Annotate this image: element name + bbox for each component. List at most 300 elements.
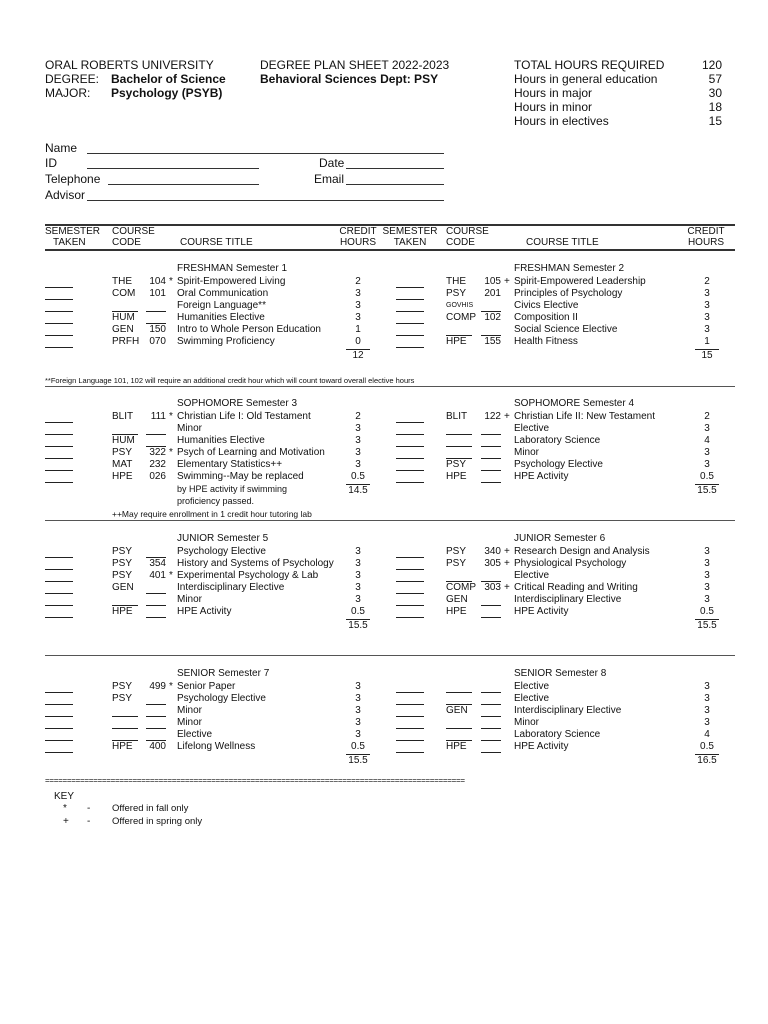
semester-taken-blank[interactable] — [396, 278, 424, 288]
semester-taken-blank[interactable] — [396, 608, 424, 618]
course-title: Interdisciplinary Elective — [514, 705, 622, 716]
course-number-blank[interactable] — [481, 437, 501, 447]
semester-taken-blank[interactable] — [45, 572, 73, 582]
credit-hours: 2 — [704, 276, 710, 287]
course-title: Elective — [514, 423, 550, 434]
offering-mark: + — [504, 546, 510, 557]
credit-hours: 2 — [704, 411, 710, 422]
credit-hours: 3 — [355, 594, 361, 605]
credit-hours: 2 — [355, 411, 361, 422]
credit-hours: 3 — [355, 582, 361, 593]
semester-taken-blank[interactable] — [45, 548, 73, 558]
course-title: HPE Activity — [514, 471, 569, 482]
key-title: KEY — [54, 791, 75, 802]
semester-taken-blank[interactable] — [45, 425, 73, 435]
semester-taken-blank[interactable] — [396, 437, 424, 447]
course-dept: HPE — [446, 471, 467, 482]
course-title: Minor — [177, 717, 203, 728]
offering-mark: * — [169, 411, 173, 422]
semester-taken-blank[interactable] — [396, 473, 424, 483]
course-dept: PRFH — [112, 336, 140, 347]
course-title: Intro to Whole Person Education — [177, 324, 321, 335]
semester-taken-blank[interactable] — [45, 473, 73, 483]
credit-hours: 1 — [355, 324, 361, 335]
semester-taken-blank[interactable] — [45, 683, 73, 693]
course-dept: PSY — [446, 558, 467, 569]
credit-hours: 3 — [355, 459, 361, 470]
semester-taken-blank[interactable] — [45, 302, 73, 312]
credit-hours: 3 — [704, 558, 710, 569]
course-dept: GEN — [446, 705, 468, 716]
separator-line: ================================================================================================ — [45, 776, 465, 785]
semester-title: SOPHOMORE Semester 4 — [514, 398, 635, 409]
course-number-blank[interactable] — [146, 596, 166, 606]
course-title: Civics Elective — [514, 300, 579, 311]
credit-hours: 3 — [704, 582, 710, 593]
key-dash: - — [87, 816, 91, 827]
course-title: Swimming--May be replaced — [177, 471, 304, 482]
col-title-right: COURSE TITLE — [526, 237, 599, 248]
course-dept: HUM — [112, 312, 135, 323]
semester-total-hours: 15.5 — [695, 619, 719, 631]
course-dept-blank[interactable] — [446, 695, 472, 705]
semester-taken-blank[interactable] — [396, 695, 424, 705]
course-title: Elective — [177, 729, 213, 740]
semester-title: JUNIOR Semester 6 — [514, 533, 606, 544]
semester-taken-blank[interactable] — [45, 338, 73, 348]
course-dept-blank[interactable] — [446, 683, 472, 693]
col-credit-right: CREDIT HOURS — [687, 226, 725, 248]
divider-3 — [45, 655, 735, 656]
credit-hours: 3 — [704, 693, 710, 704]
course-number: 305 — [484, 558, 501, 569]
course-number-blank[interactable] — [481, 425, 501, 435]
course-number-blank[interactable] — [481, 326, 501, 336]
divider-2 — [45, 520, 735, 521]
credit-hours: 3 — [704, 546, 710, 557]
course-number-blank[interactable] — [146, 719, 166, 729]
offering-mark: * — [169, 681, 173, 692]
course-title: Composition II — [514, 312, 578, 323]
major-value: Psychology (PSYB) — [111, 86, 223, 100]
course-title: Oral Communication — [177, 288, 269, 299]
semester-taken-blank[interactable] — [396, 584, 424, 594]
name-field[interactable] — [87, 153, 444, 154]
course-number-blank[interactable] — [481, 572, 501, 582]
email-label: Email — [314, 172, 345, 186]
course-dept: PSY — [112, 681, 133, 692]
course-title: Minor — [177, 705, 203, 716]
course-number-blank[interactable] — [146, 302, 166, 312]
course-dept-blank[interactable] — [112, 596, 138, 606]
course-number-blank[interactable] — [481, 743, 501, 753]
course-dept-blank[interactable] — [446, 572, 472, 582]
semester-title: FRESHMAN Semester 2 — [514, 263, 625, 274]
credit-hours: 3 — [355, 546, 361, 557]
course-title: Principles of Psychology — [514, 288, 623, 299]
course-title: Research Design and Analysis — [514, 546, 650, 557]
course-title: Social Science Elective — [514, 324, 618, 335]
foreign-language-note: **Foreign Language 101, 102 will require an additional credit hour which will count toward overall elective hours — [45, 376, 415, 385]
advisor-field[interactable] — [87, 200, 444, 201]
course-title: Laboratory Science — [514, 729, 601, 740]
id-label: ID — [45, 156, 57, 170]
course-number-blank[interactable] — [481, 719, 501, 729]
divider-1 — [45, 386, 735, 387]
department: Behavioral Sciences Dept: PSY — [260, 72, 439, 86]
course-title: Psychology Elective — [514, 459, 603, 470]
course-dept-blank[interactable] — [112, 425, 138, 435]
course-title: Elective — [514, 681, 550, 692]
credit-hours: 3 — [355, 681, 361, 692]
semester-taken-blank[interactable] — [396, 326, 424, 336]
credit-hours: 3 — [704, 717, 710, 728]
semester-taken-blank[interactable] — [45, 560, 73, 570]
course-dept-blank[interactable] — [112, 302, 138, 312]
semester-taken-blank[interactable] — [45, 326, 73, 336]
course-dept: PSY — [112, 558, 133, 569]
course-title: Elective — [514, 693, 550, 704]
semester-title: SENIOR Semester 8 — [514, 668, 607, 679]
semester-total-hours: 15.5 — [695, 484, 719, 496]
course-dept-blank[interactable] — [446, 719, 472, 729]
credit-hours: 2 — [355, 276, 361, 287]
col-course-left: COURSE CODE — [112, 226, 155, 248]
credit-hours: 0.5 — [700, 471, 714, 482]
course-number-blank[interactable] — [146, 608, 166, 618]
credit-hours: 3 — [355, 558, 361, 569]
course-title: HPE Activity — [514, 741, 569, 752]
credit-hours: 0.5 — [700, 741, 714, 752]
course-number: 101 — [149, 288, 166, 299]
credit-hours: 3 — [704, 447, 710, 458]
course-number: 354 — [149, 558, 166, 569]
credit-hours: 3 — [355, 705, 361, 716]
course-number-blank[interactable] — [146, 548, 166, 558]
course-title: Health Fitness — [514, 336, 578, 347]
offering-mark: + — [504, 582, 510, 593]
course-number-blank[interactable] — [481, 449, 501, 459]
col-title-left: COURSE TITLE — [180, 237, 253, 248]
course-dept: MAT — [112, 459, 133, 470]
sheet-title: DEGREE PLAN SHEET 2022-2023 — [260, 58, 450, 72]
course-number: 322 — [149, 447, 166, 458]
course-title: Swimming Proficiency — [177, 336, 275, 347]
course-number: 105 — [484, 276, 501, 287]
course-title: Minor — [514, 717, 540, 728]
course-number: 340 — [484, 546, 501, 557]
course-dept: THE — [446, 276, 466, 287]
course-title: Foreign Language** — [177, 300, 266, 311]
credit-hours: 3 — [704, 312, 710, 323]
credit-hours: 3 — [704, 570, 710, 581]
course-number-blank[interactable] — [481, 707, 501, 717]
hours-value: 57 — [708, 72, 722, 86]
course-dept-blank[interactable] — [112, 707, 138, 717]
semester-taken-blank[interactable] — [396, 449, 424, 459]
key-description: Offered in spring only — [112, 816, 203, 827]
credit-hours: 1 — [704, 336, 710, 347]
course-title: Psych of Learning and Motivation — [177, 447, 325, 458]
course-number-blank[interactable] — [481, 302, 501, 312]
telephone-field[interactable] — [108, 184, 259, 185]
semester-taken-blank[interactable] — [45, 461, 73, 471]
course-title: Minor — [177, 594, 203, 605]
semester-taken-blank[interactable] — [45, 608, 73, 618]
semester-taken-blank[interactable] — [396, 461, 424, 471]
course-title: Minor — [177, 423, 203, 434]
course-dept-blank[interactable] — [446, 326, 472, 336]
major-label: MAJOR: — [45, 86, 91, 100]
credit-hours: 0.5 — [351, 471, 365, 482]
course-dept: HPE — [446, 336, 467, 347]
date-label: Date — [319, 156, 345, 170]
course-number-blank[interactable] — [481, 461, 501, 471]
key-dash: - — [87, 803, 91, 814]
credit-hours: 3 — [704, 288, 710, 299]
course-dept: PSY — [446, 459, 467, 470]
credit-hours: 4 — [704, 435, 710, 446]
course-title: Humanities Elective — [177, 312, 265, 323]
hours-label: Hours in major — [514, 86, 593, 100]
course-title: Lifelong Wellness — [177, 741, 256, 752]
course-number: 400 — [149, 741, 166, 752]
course-title: Elective — [514, 570, 550, 581]
semester-taken-blank[interactable] — [45, 437, 73, 447]
credit-hours: 3 — [355, 570, 361, 581]
course-dept: THE — [112, 276, 132, 287]
semester-taken-blank[interactable] — [45, 719, 73, 729]
semester-taken-blank[interactable] — [45, 449, 73, 459]
semester-taken-blank[interactable] — [396, 413, 424, 423]
course-number: 070 — [149, 336, 166, 347]
offering-mark: + — [504, 276, 510, 287]
course-number: 232 — [149, 459, 166, 470]
col-semester-right: SEMESTER TAKEN — [382, 226, 438, 248]
semester-taken-blank[interactable] — [45, 584, 73, 594]
course-dept-blank[interactable] — [446, 437, 472, 447]
semester-taken-blank[interactable] — [45, 413, 73, 423]
course-number: 122 — [484, 411, 501, 422]
semester-title: JUNIOR Semester 5 — [177, 533, 269, 544]
semester-taken-blank[interactable] — [45, 731, 73, 741]
key-symbol: + — [63, 816, 69, 827]
hours-value: 120 — [701, 58, 722, 72]
semester-total-hours: 15 — [695, 349, 719, 361]
course-number: 303 — [484, 582, 501, 593]
course-number: 104 — [149, 276, 166, 287]
key-symbol: * — [63, 803, 67, 814]
course-number: 201 — [484, 288, 501, 299]
course-dept: HUM — [112, 435, 135, 446]
hours-value: 18 — [708, 100, 722, 114]
course-number-blank[interactable] — [481, 683, 501, 693]
degree-value: Bachelor of Science — [111, 72, 226, 86]
hours-value: 30 — [708, 86, 722, 100]
credit-hours: 3 — [704, 681, 710, 692]
course-title: Spirit-Empowered Leadership — [514, 276, 646, 287]
course-number-blank[interactable] — [481, 473, 501, 483]
course-dept-blank[interactable] — [446, 425, 472, 435]
email-field[interactable] — [346, 184, 444, 185]
offering-mark: + — [504, 558, 510, 569]
credit-hours: 3 — [355, 447, 361, 458]
semester-taken-blank[interactable] — [45, 743, 73, 753]
credit-hours: 3 — [355, 435, 361, 446]
credit-hours: 0.5 — [351, 741, 365, 752]
credit-hours: 3 — [704, 324, 710, 335]
course-dept: HPE — [446, 606, 467, 617]
semester-taken-blank[interactable] — [396, 548, 424, 558]
credit-hours: 4 — [704, 729, 710, 740]
semester-taken-blank[interactable] — [396, 290, 424, 300]
course-dept: GEN — [446, 594, 468, 605]
course-dept-blank[interactable] — [446, 449, 472, 459]
semester-taken-blank[interactable] — [396, 302, 424, 312]
course-number: 150 — [149, 324, 166, 335]
credit-hours: 3 — [704, 300, 710, 311]
course-number: 111 — [150, 411, 166, 422]
course-number-blank[interactable] — [481, 596, 501, 606]
course-dept: PSY — [446, 546, 467, 557]
course-dept-blank[interactable] — [112, 719, 138, 729]
offering-mark: + — [504, 411, 510, 422]
credit-hours: 3 — [355, 300, 361, 311]
semester-taken-blank[interactable] — [45, 314, 73, 324]
semester-taken-blank[interactable] — [396, 707, 424, 717]
course-number: 499 — [149, 681, 166, 692]
semester-taken-blank[interactable] — [45, 290, 73, 300]
course-number-blank[interactable] — [481, 731, 501, 741]
course-dept: GOVHIS — [446, 302, 474, 309]
course-dept: GEN — [112, 324, 134, 335]
course-dept-blank[interactable] — [112, 731, 138, 741]
course-title: Minor — [514, 447, 540, 458]
swim-note-line1: by HPE activity if swimming — [177, 484, 288, 494]
credit-hours: 3 — [355, 288, 361, 299]
credit-hours: 0.5 — [700, 606, 714, 617]
hours-value: 15 — [708, 114, 722, 128]
hours-label: Hours in electives — [514, 114, 609, 128]
name-label: Name — [45, 141, 78, 155]
course-dept: BLIT — [112, 411, 134, 422]
offering-mark: * — [169, 570, 173, 581]
credit-hours: 3 — [704, 459, 710, 470]
course-dept: HPE — [112, 741, 133, 752]
semester-total-hours: 12 — [346, 349, 370, 361]
semester-taken-blank[interactable] — [45, 707, 73, 717]
course-number-blank[interactable] — [481, 608, 501, 618]
hours-label: Hours in minor — [514, 100, 593, 114]
semester-taken-blank[interactable] — [45, 596, 73, 606]
credit-hours: 3 — [355, 423, 361, 434]
course-title: Interdisciplinary Elective — [514, 594, 622, 605]
date-field[interactable] — [346, 168, 444, 169]
course-title: Senior Paper — [177, 681, 236, 692]
semester-taken-blank[interactable] — [396, 425, 424, 435]
semester-total-hours: 14.5 — [346, 484, 370, 496]
course-number-blank[interactable] — [146, 584, 166, 594]
semester-taken-blank[interactable] — [396, 596, 424, 606]
course-title: Christian Life I: Old Testament — [177, 411, 311, 422]
offering-mark: * — [169, 276, 173, 287]
course-dept: HPE — [112, 606, 133, 617]
id-field[interactable] — [87, 168, 259, 169]
course-number-blank[interactable] — [146, 707, 166, 717]
semester-taken-blank[interactable] — [45, 278, 73, 288]
course-dept: HPE — [446, 741, 467, 752]
course-dept: HPE — [112, 471, 133, 482]
offering-mark: * — [169, 447, 173, 458]
semester-taken-blank[interactable] — [396, 731, 424, 741]
semester-taken-blank[interactable] — [396, 683, 424, 693]
course-dept: PSY — [446, 288, 467, 299]
course-dept: PSY — [112, 693, 133, 704]
course-number-blank[interactable] — [146, 314, 166, 324]
telephone-label: Telephone — [45, 172, 101, 186]
course-dept-blank[interactable] — [446, 731, 472, 741]
course-title: Physiological Psychology — [514, 558, 627, 569]
semester-taken-blank[interactable] — [396, 719, 424, 729]
degree-label: DEGREE: — [45, 72, 100, 86]
semester-taken-blank[interactable] — [396, 314, 424, 324]
course-title: Spirit-Empowered Living — [177, 276, 286, 287]
tutoring-note: ++May require enrollment in 1 credit hour tutoring lab — [112, 509, 312, 519]
semester-taken-blank[interactable] — [45, 695, 73, 705]
credit-hours: 3 — [704, 423, 710, 434]
semester-title: SOPHOMORE Semester 3 — [177, 398, 298, 409]
course-number: 155 — [484, 336, 501, 347]
course-title: Interdisciplinary Elective — [177, 582, 285, 593]
key-description: Offered in fall only — [112, 803, 189, 814]
credit-hours: 0.5 — [351, 606, 365, 617]
semester-total-hours: 16.5 — [695, 754, 719, 766]
credit-hours: 3 — [355, 312, 361, 323]
course-number-blank[interactable] — [146, 731, 166, 741]
credit-hours: 3 — [704, 705, 710, 716]
course-title: Laboratory Science — [514, 435, 601, 446]
course-title: History and Systems of Psychology — [177, 558, 334, 569]
course-number-blank[interactable] — [146, 695, 166, 705]
course-number-blank[interactable] — [146, 437, 166, 447]
course-number-blank[interactable] — [146, 425, 166, 435]
table-header-rule — [45, 249, 735, 251]
col-semester-left: SEMESTER TAKEN — [45, 226, 101, 248]
col-course-right: COURSE CODE — [446, 226, 489, 248]
course-dept: COMP — [446, 312, 476, 323]
semester-taken-blank[interactable] — [396, 338, 424, 348]
swim-note-line2: proficiency passed. — [177, 496, 255, 506]
semester-taken-blank[interactable] — [396, 560, 424, 570]
course-number-blank[interactable] — [481, 695, 501, 705]
course-title: Christian Life II: New Testament — [514, 411, 655, 422]
course-title: Elementary Statistics++ — [177, 459, 283, 470]
course-dept: BLIT — [446, 411, 468, 422]
semester-title: FRESHMAN Semester 1 — [177, 263, 288, 274]
course-dept: PSY — [112, 447, 133, 458]
semester-taken-blank[interactable] — [396, 572, 424, 582]
credit-hours: 3 — [355, 717, 361, 728]
semester-taken-blank[interactable] — [396, 743, 424, 753]
semester-title: SENIOR Semester 7 — [177, 668, 270, 679]
credit-hours: 0 — [355, 336, 361, 347]
hours-label: Hours in general education — [514, 72, 658, 86]
course-title: HPE Activity — [177, 606, 232, 617]
course-title: Critical Reading and Writing — [514, 582, 638, 593]
semester-total-hours: 15.5 — [346, 619, 370, 631]
course-title: HPE Activity — [514, 606, 569, 617]
course-dept: COM — [112, 288, 136, 299]
